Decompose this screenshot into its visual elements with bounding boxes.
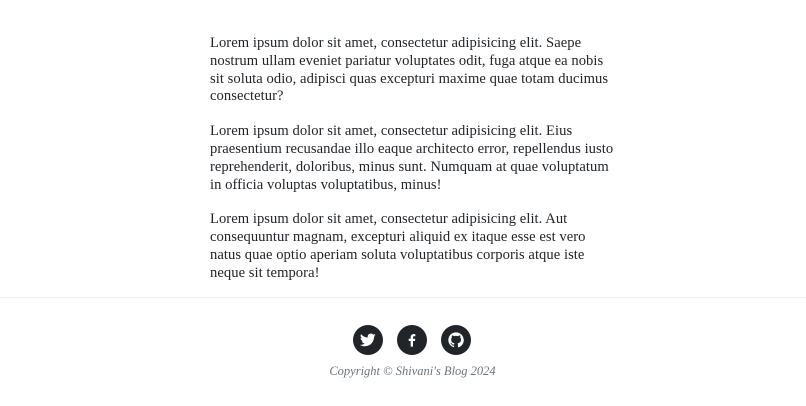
post-paragraph: Lorem ipsum dolor sit amet, consectetur adipisicing elit. Saepe nostrum ullam eveniet pariatur voluptates odit, fuga atque ea nobis sit soluta odio, adipisci quas excepturi maxime quae totam ducimus consectetur? xyxy=(210,35,609,105)
facebook-icon xyxy=(404,332,420,348)
social-links xyxy=(353,325,471,355)
post-paragraph: Lorem ipsum dolor sit amet, consectetur adipisicing elit. Eius praesentium recusandae illo eaque architecto error, repellendus iusto reprehenderit, doloribus, minus sunt. Numquam at quae voluptatum in officia voluptas voluptatibus, minus! xyxy=(210,123,614,193)
github-link[interactable] xyxy=(441,325,471,355)
github-icon xyxy=(448,332,464,348)
facebook-link[interactable] xyxy=(397,325,427,355)
twitter-icon xyxy=(360,332,376,348)
post-paragraph: Lorem ipsum dolor sit amet, consectetur adipisicing elit. Aut consequuntur magnam, excepturi aliquid ex itaque esse est vero natus quae optio aperiam soluta voluptatibus corporis atque iste neque sit tempora! xyxy=(210,211,586,281)
post-content xyxy=(210,35,620,300)
copyright-text: Copyright © Shivani's Blog 2024 xyxy=(329,364,496,378)
footer-divider xyxy=(0,297,806,298)
twitter-link[interactable] xyxy=(353,325,383,355)
